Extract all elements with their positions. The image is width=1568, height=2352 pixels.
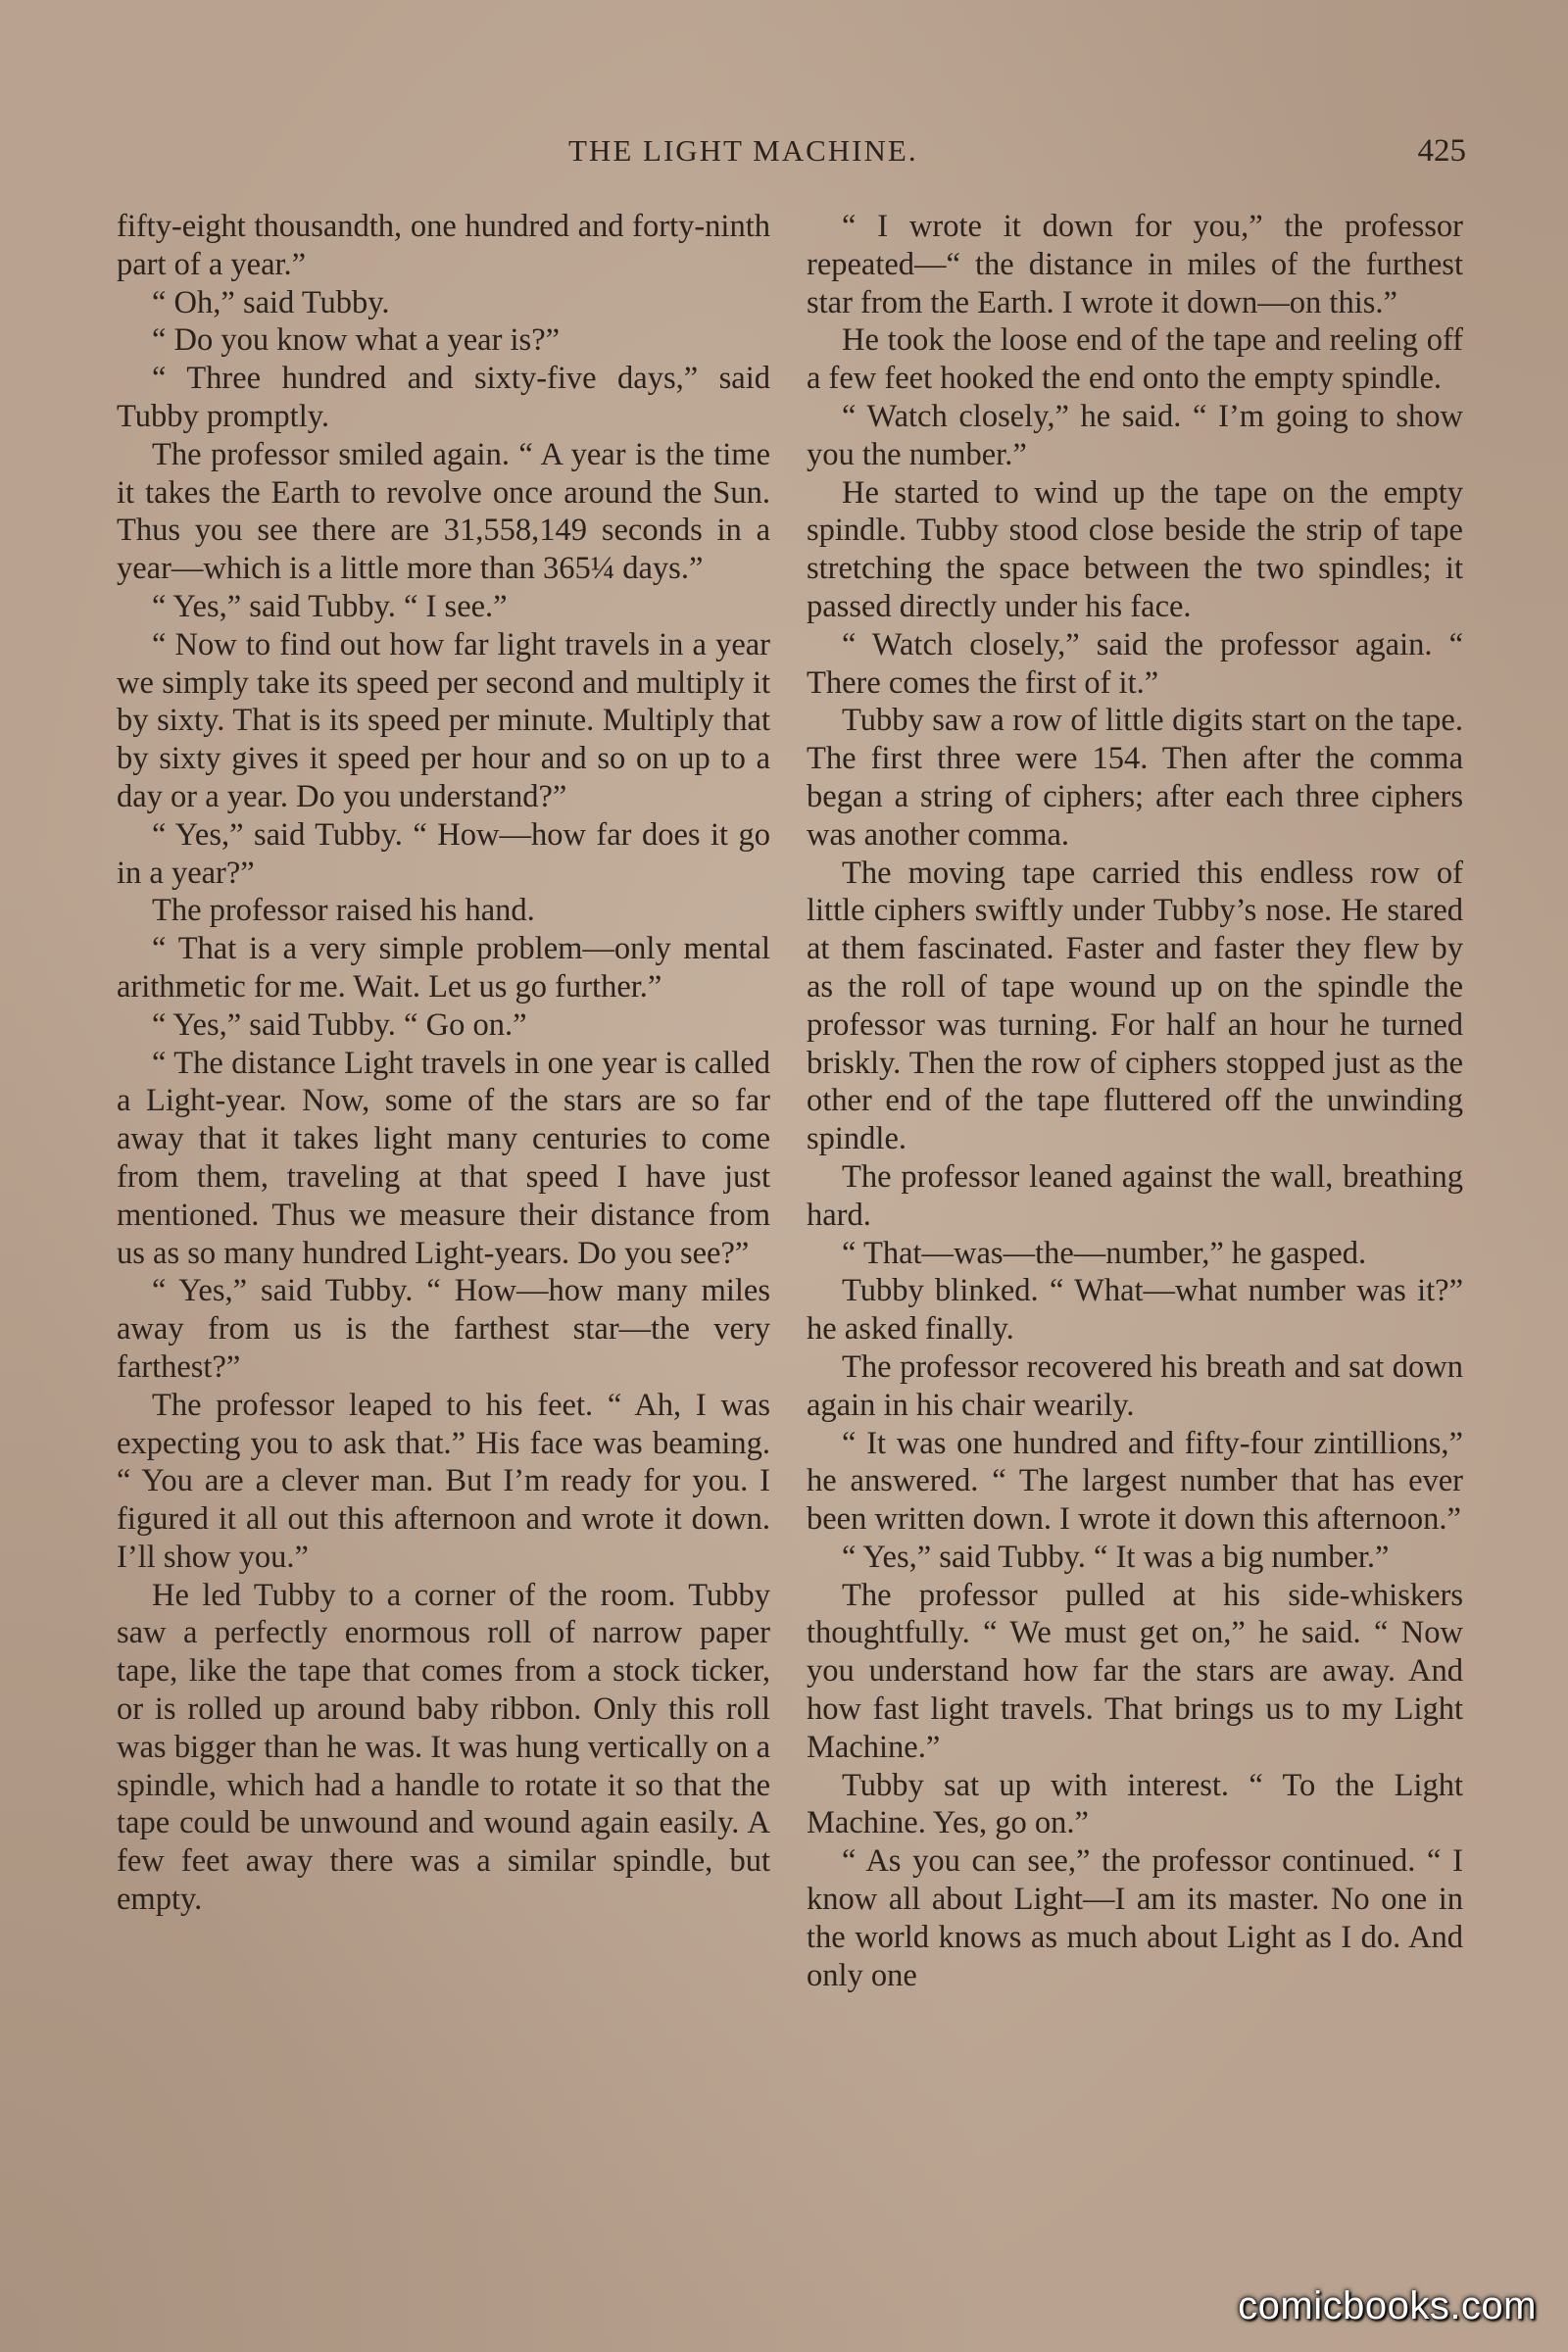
- paragraph: The professor raised his hand.: [152, 893, 535, 929]
- page-header: [0, 133, 1568, 176]
- paragraph: “ Yes,” said Tubby. “ It was a big number.”: [842, 1539, 1390, 1575]
- right-column: [807, 208, 1463, 1994]
- paragraph: “ Watch closely,” said the professor again. “ There comes the first of it.”: [807, 626, 1463, 701]
- page-number: 425: [1417, 133, 1466, 169]
- paragraph: “ Yes,” said Tubby. “ How—how many miles away from us is the farthest star—the very farthest?”: [117, 1273, 770, 1385]
- paragraph: “ I wrote it down for you,” the professor repeated—“ the distance in miles of the furthest star from the Earth. I wrote it down—on this.”: [807, 209, 1463, 320]
- paragraph: The professor recovered his breath and sat down again in his chair wearily.: [807, 1348, 1463, 1423]
- paragraph: “ Watch closely,” he said. “ I’m going to show you the number.”: [807, 398, 1463, 472]
- running-title: THE LIGHT MACHINE.: [568, 133, 918, 168]
- paragraph: “ The distance Light travels in one year is called a Light-year. Now, some of the stars are so far away that it takes light many centuries to come from them, traveling at that speed I have just mentioned. Thus we measure their distance from us as so many hundred Light-years. Do you see?”: [117, 1045, 770, 1271]
- paragraph: “ That—was—the—number,” he gasped.: [842, 1235, 1367, 1271]
- paragraph: He led Tubby to a corner of the room. Tubby saw a perfectly enormous roll of narrow paper tape, like the tape that comes from a stock ticker, or is rolled up around baby ribbon. Only this roll was bigger than he was. It was hung vertically on a spindle, which had a handle to rotate it so that the tape could be unwound and wound again easily. A few feet away there was a similar spindle, but empty.: [117, 1577, 770, 1918]
- paragraph: “ Do you know what a year is?”: [152, 322, 561, 359]
- paragraph: He took the loose end of the tape and reeling off a few feet hooked the end onto the empty spindle.: [807, 322, 1463, 397]
- paragraph: Tubby sat up with interest. “ To the Light Machine. Yes, go on.”: [807, 1767, 1463, 1841]
- left-column: [117, 208, 770, 1919]
- paragraph: “ Oh,” said Tubby.: [152, 284, 390, 320]
- paragraph: “ As you can see,” the professor continued. “ I know all about Light—I am its master. No one in the world knows as much about Light as I do. And only one: [807, 1843, 1463, 1993]
- paragraph: The professor leaped to his feet. “ Ah, I was expecting you to ask that.” His face was beaming. “ You are a clever man. But I’m ready for you. I figured it all out this afternoon and wrote it down. I’ll show you.”: [117, 1387, 770, 1575]
- paragraph: “ Now to find out how far light travels in a year we simply take its speed per second and multiply it by sixty. That is its speed per minute. Multiply that by sixty gives it speed per hour and so on up to a day or a year. Do you understand?”: [117, 626, 770, 814]
- paragraph: The professor smiled again. “ A year is the time it takes the Earth to revolve once around the Sun. Thus you see there are 31,558,149 seconds in a year—which is a little more than 365¼ days.”: [117, 436, 770, 587]
- paragraph: “ It was one hundred and fifty-four zintillions,” he answered. “ The largest number that has ever been written down. I wrote it down this afternoon.”: [807, 1425, 1463, 1538]
- paragraph: The professor leaned against the wall, breathing hard.: [807, 1158, 1463, 1233]
- paragraph: The moving tape carried this endless row of little ciphers swiftly under Tubby’s nose. He stared at them fascinated. Faster and faster they flew by as the roll of tape wound up on the spindle the professor was turning. For half an hour he turned briskly. Then the row of ciphers stopped just as the other end of the tape fluttered off the unwinding spindle.: [807, 855, 1463, 1157]
- paragraph: Tubby blinked. “ What—what number was it?” he asked finally.: [807, 1273, 1463, 1348]
- watermark: comicbooks.com: [1238, 2284, 1537, 2328]
- paragraph: Tubby saw a row of little digits start on the tape. The first three were 154. Then after the comma began a string of ciphers; after each three ciphers was another comma.: [807, 703, 1463, 853]
- paragraph: He started to wind up the tape on the empty spindle. Tubby stood close beside the strip of tape stretching the space between the two spindles; it passed directly under his face.: [807, 474, 1463, 624]
- paragraph: “ Yes,” said Tubby. “ How—how far does it go in a year?”: [117, 816, 770, 891]
- paragraph: “ Yes,” said Tubby. “ Go on.”: [152, 1006, 527, 1043]
- paragraph: “ Three hundred and sixty-five days,” said Tubby promptly.: [117, 361, 770, 434]
- paragraph: The professor pulled at his side-whiskers thoughtfully. “ We must get on,” he said. “ Now you understand how far the stars are away. And how fast light travels. That brings us to my Light Machine.”: [807, 1577, 1463, 1765]
- paragraph: “ That is a very simple problem—only mental arithmetic for me. Wait. Let us go further.”: [117, 931, 770, 1004]
- paragraph: fifty-eight thousandth, one hundred and forty-ninth part of a year.”: [117, 209, 770, 282]
- paragraph: “ Yes,” said Tubby. “ I see.”: [152, 588, 508, 624]
